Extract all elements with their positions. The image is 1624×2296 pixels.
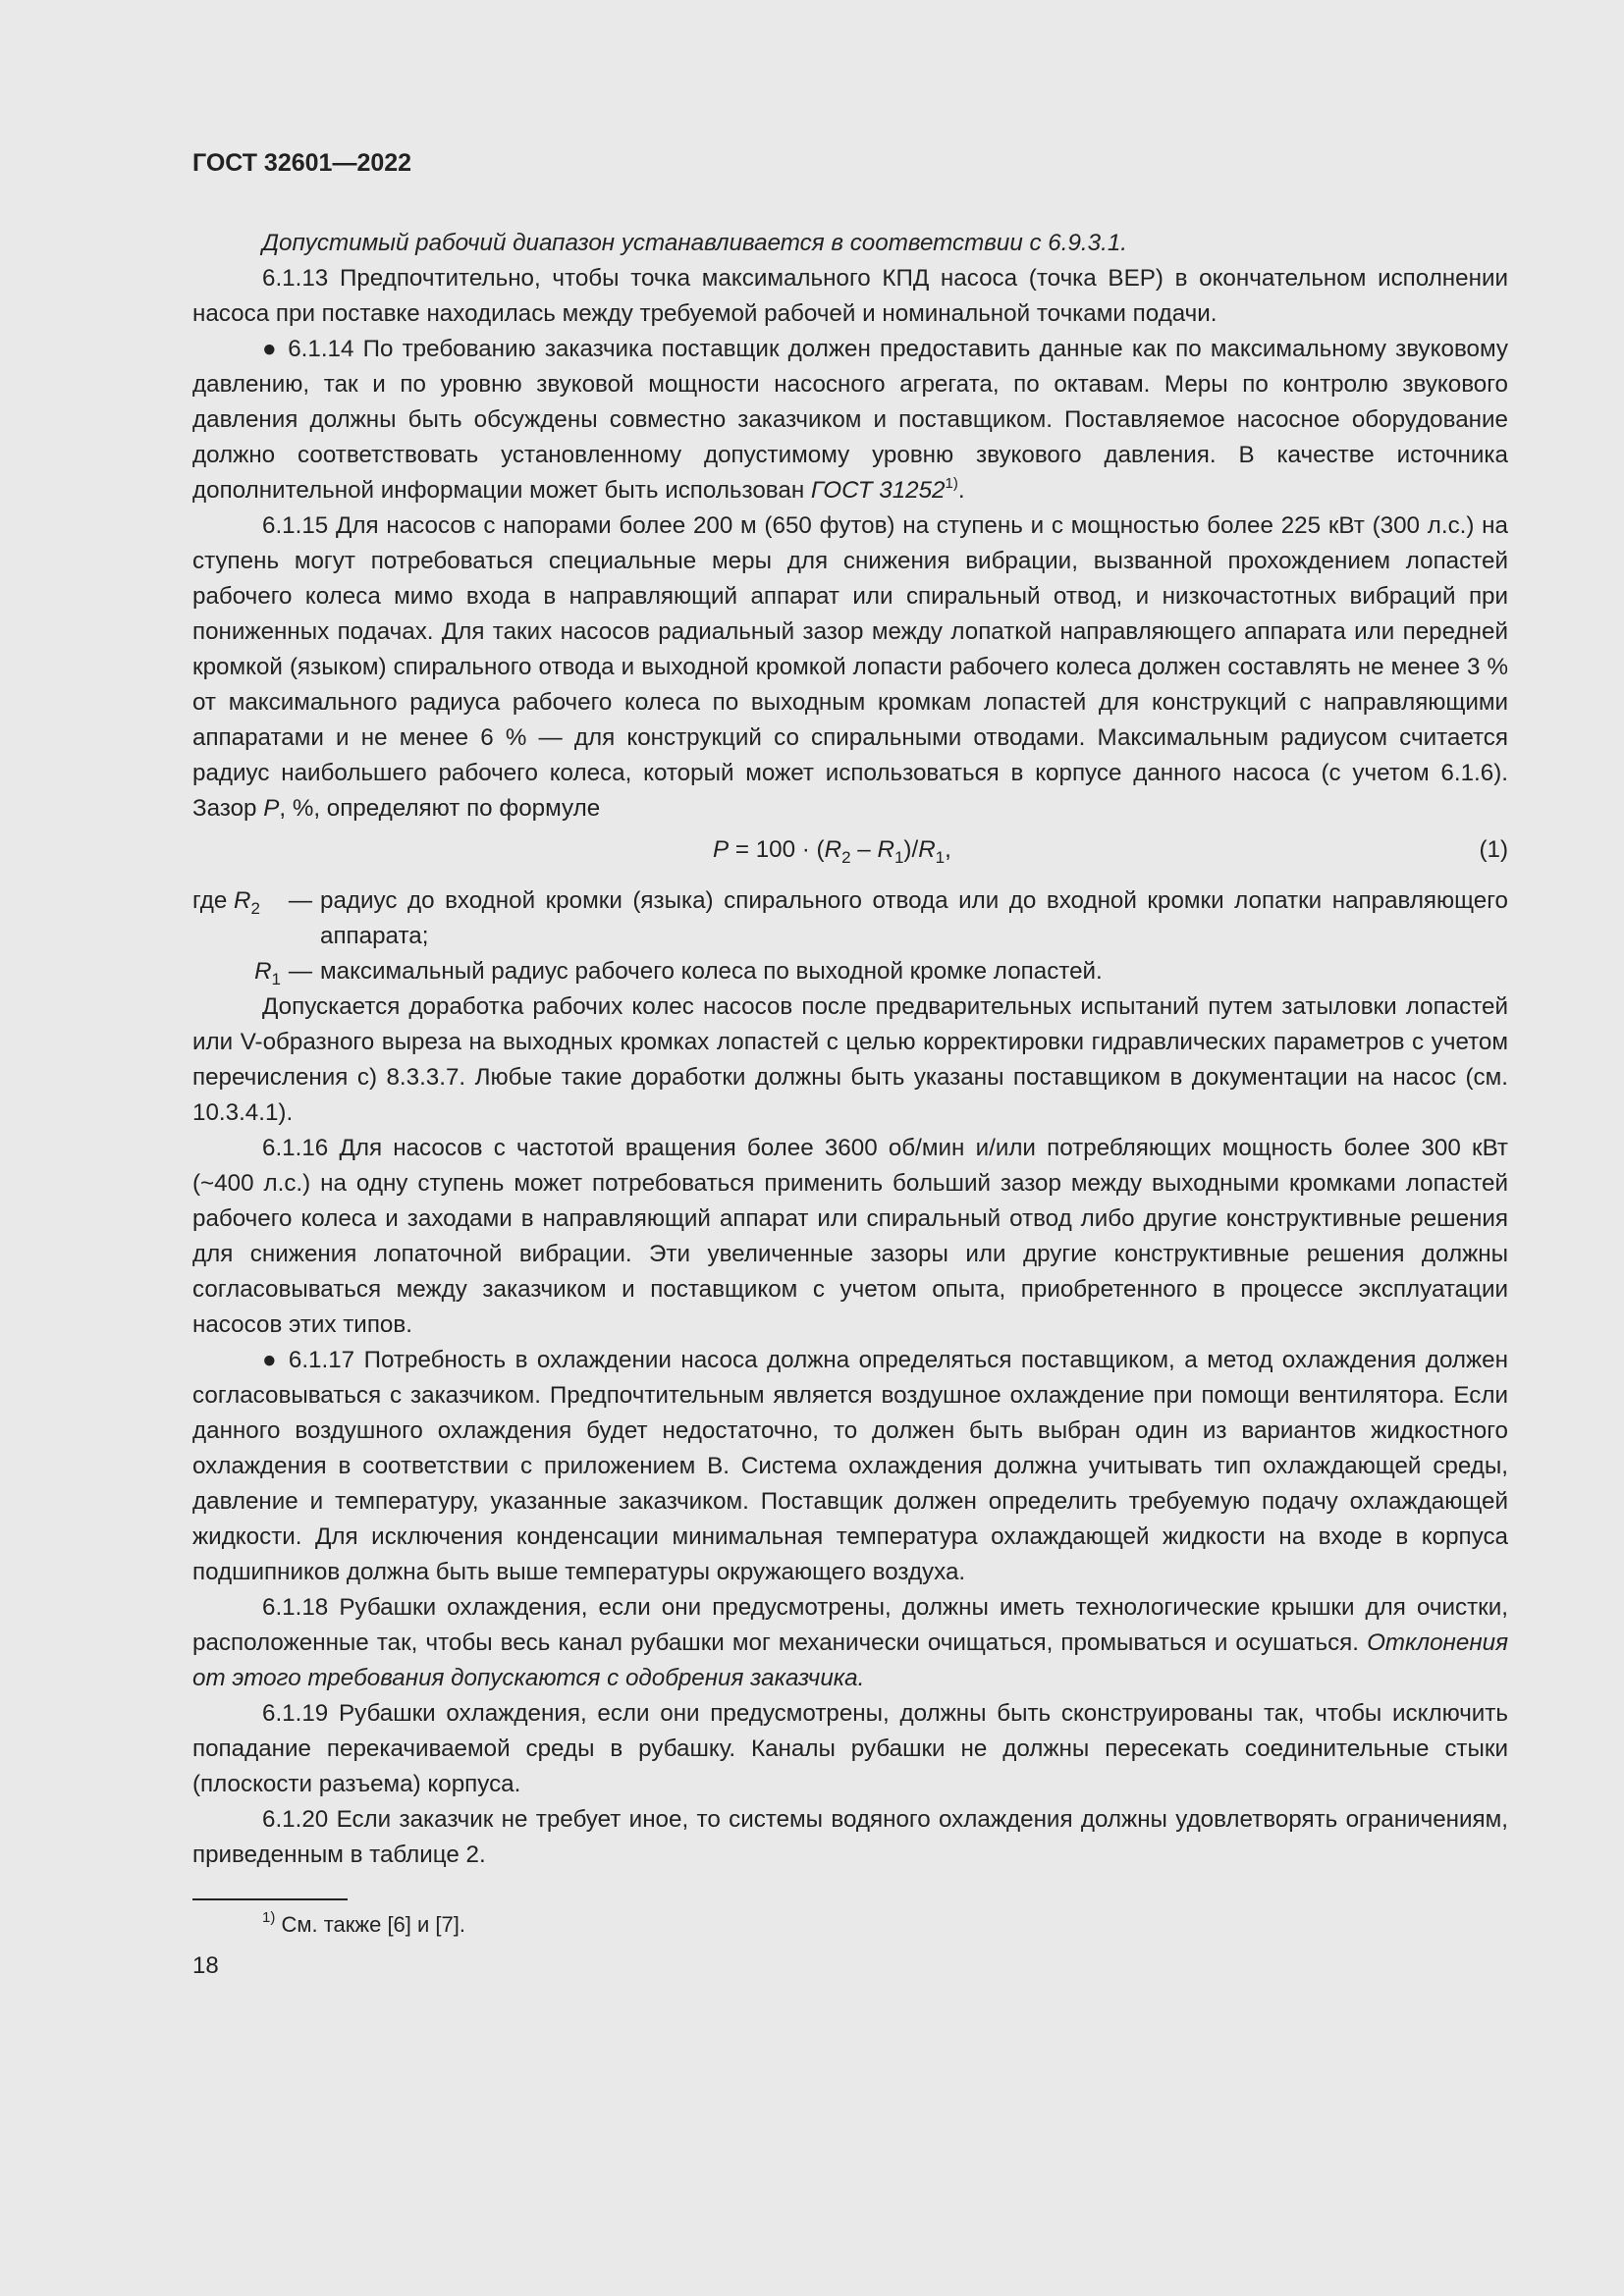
- paragraph-impeller-rework: Допускается доработка рабочих колес насосов после предварительных испытаний путем затыловки лопастей или V-образного выреза на выходных кромках лопастей с целью корректировки гидравлических параметров с учетом перечисления с) 8.3.3.7. Любые такие доработки должны быть указаны поставщиком в документации на насос (см. 10.3.4.1).: [192, 993, 1508, 1126]
- paragraph-6-1-20: 6.1.20 Если заказчик не требует иное, то системы водяного охлаждения должны удовлетворять ограничениям, приведенным в таблице 2.: [192, 1806, 1508, 1868]
- document-header: ГОСТ 32601—2022: [192, 149, 412, 177]
- formula-text: –: [850, 836, 878, 863]
- paragraph-text: 6.1.15 Для насосов с напорами более 200 м (650 футов) на ступень и с мощностью более 225 кВт (300 л.с.) на ступень могут потребоваться специальные меры для снижения вибрации, вызванной прохождением лопастей рабочего колеса мимо входа в направляющий аппарат или спиральный отвод, и низкочастотных вибраций при пониженных подачах. Для таких насосов радиальный зазор между лопаткой направляющего аппарата или передней кромкой (языком) спирального отвода и выходной кромкой лопасти рабочего колеса должен составлять не менее 3 % от максимального радиуса рабочего колеса по выходным кромкам лопастей для конструкций с направляющими аппаратами и не менее 6 % — для конструкций со спиральными отводами. Максимальным радиусом считается радиус наибольшего рабочего колеса, который может использоваться в корпусе данного насоса (с учетом 6.1.6). Зазор: [192, 512, 1508, 822]
- paragraph-6-1-15: [192, 508, 1508, 827]
- page-number: 18: [192, 1952, 219, 1979]
- standard-reference: ГОСТ 31252: [810, 477, 946, 504]
- paragraph-text: .: [957, 477, 965, 504]
- legend-definition: радиус до входной кромки (языка) спирального отвода или до входной кромки лопатки направляющего аппарата;: [320, 887, 1508, 949]
- formula-expression: [713, 832, 951, 868]
- legend-row: [192, 883, 1508, 954]
- formula-subscript: 2: [841, 848, 851, 867]
- formula-text: = 100 · (: [729, 836, 825, 863]
- formula-symbol: R: [918, 836, 936, 863]
- paragraph-6-1-13: 6.1.13 Предпочтительно, чтобы точка максимального КПД насоса (точка BEP) в окончательном исполнении насоса при поставке находилась между требуемой рабочей и номинальной точками подачи.: [192, 265, 1508, 327]
- formula-subscript: 1: [893, 848, 904, 867]
- legend-symbol-letter: R: [234, 887, 251, 914]
- variable-symbol: P: [263, 795, 280, 822]
- legend-dash: —: [288, 958, 313, 985]
- formula-text: ,: [945, 836, 951, 863]
- paragraph-6-1-18: [192, 1590, 1508, 1696]
- legend-symbol: [192, 954, 281, 989]
- formula-symbol: R: [824, 836, 842, 863]
- legend-symbol-letter: R: [254, 958, 272, 985]
- legend-subscript: 1: [271, 970, 281, 988]
- footnote-text: См. также [6] и [7].: [275, 1912, 465, 1937]
- paragraph-6-1-16: 6.1.16 Для насосов с частотой вращения более 3600 об/мин и/или потребляющих мощность более 300 кВт (~400 л.с.) на одну ступень может потребоваться применить больший зазор между выходными кромками лопастей рабочего колеса и заходами в направляющий аппарат или спиральный отвод либо другие конструктивные решения для снижения лопаточной вибрации. Эти увеличенные зазоры или другие конструктивные решения должны согласовываться между заказчиком и поставщиком с учетом опыта, приобретенного в процессе эксплуатации насосов этих типов.: [192, 1135, 1508, 1338]
- legend-prefix: где: [192, 887, 235, 914]
- formula-legend: [192, 883, 1508, 989]
- paragraph-6-1-17: ● 6.1.17 Потребность в охлаждении насоса должна определяться поставщиком, а метод охлаждения должен согласовываться с заказчиком. Предпочтительным является воздушное охлаждение при помощи вентилятора. Если данного воздушного охлаждения будет недостаточно, то должен быть выбран один из вариантов жидкостного охлаждения в соответствии с приложением В. Система охлаждения должна учитывать тип охлаждающей среды, давление и температуру, указанные заказчиком. Поставщик должен определить требуемую подачу охлаждающей жидкости. Для исключения конденсации минимальная температура охлаждающей жидкости на входе в корпуса подшипников должна быть выше температуры окружающего воздуха.: [192, 1347, 1508, 1585]
- formula-subscript: 1: [935, 848, 946, 867]
- legend-subscript: 2: [250, 899, 260, 918]
- formula-1: [192, 832, 1508, 868]
- paragraph-deviation-note: Отклонения от этого требования допускаются с одобрения заказчика.: [192, 1629, 1508, 1691]
- document-page: [192, 145, 1508, 1983]
- footnote: [262, 1910, 1508, 1940]
- formula-text: )/: [903, 836, 919, 863]
- formula-symbol: P: [713, 836, 730, 863]
- formula-symbol: R: [877, 836, 894, 863]
- legend-dash: —: [288, 887, 313, 914]
- paragraph-text: 6.1.18 Рубашки охлаждения, если они предусмотрены, должны иметь технологические крышки для очистки, расположенные так, чтобы весь канал рубашки мог механически очищаться, промываться и осушаться.: [192, 1594, 1508, 1656]
- paragraph-text: ● 6.1.14 По требованию заказчика поставщик должен предоставить данные как по максимальному звуковому давлению, так и по уровню звуковой мощности насосного агрегата, по октавам. Меры по контролю звукового давления должны быть обсуждены совместно заказчиком и поставщиком. Поставляемое насосное оборудование должно соответствовать установленному допустимому уровню звукового давления. В качестве источника дополнительной информации может быть использован: [192, 336, 1508, 504]
- legend-definition: максимальный радиус рабочего колеса по выходной кромке лопастей.: [320, 958, 1103, 985]
- paragraph-6-1-19: 6.1.19 Рубашки охлаждения, если они предусмотрены, должны быть сконструированы так, чтобы исключить попадание перекачиваемой среды в рубашку. Каналы рубашки не должны пересекать соединительные стыки (плоскости разъема) корпуса.: [192, 1700, 1508, 1797]
- legend-symbol: [192, 883, 281, 954]
- footnote-divider: [192, 1898, 348, 1900]
- paragraph-6-1-14: [192, 332, 1508, 508]
- formula-number: (1): [1479, 836, 1508, 863]
- legend-row: [192, 954, 1508, 989]
- paragraph-text: , %, определяют по формуле: [279, 795, 601, 822]
- footnote-marker: 1): [945, 475, 958, 492]
- paragraph-operating-range: Допустимый рабочий диапазон устанавливается в соответствии с 6.9.3.1.: [262, 230, 1127, 256]
- footnote-marker: 1): [262, 1909, 276, 1926]
